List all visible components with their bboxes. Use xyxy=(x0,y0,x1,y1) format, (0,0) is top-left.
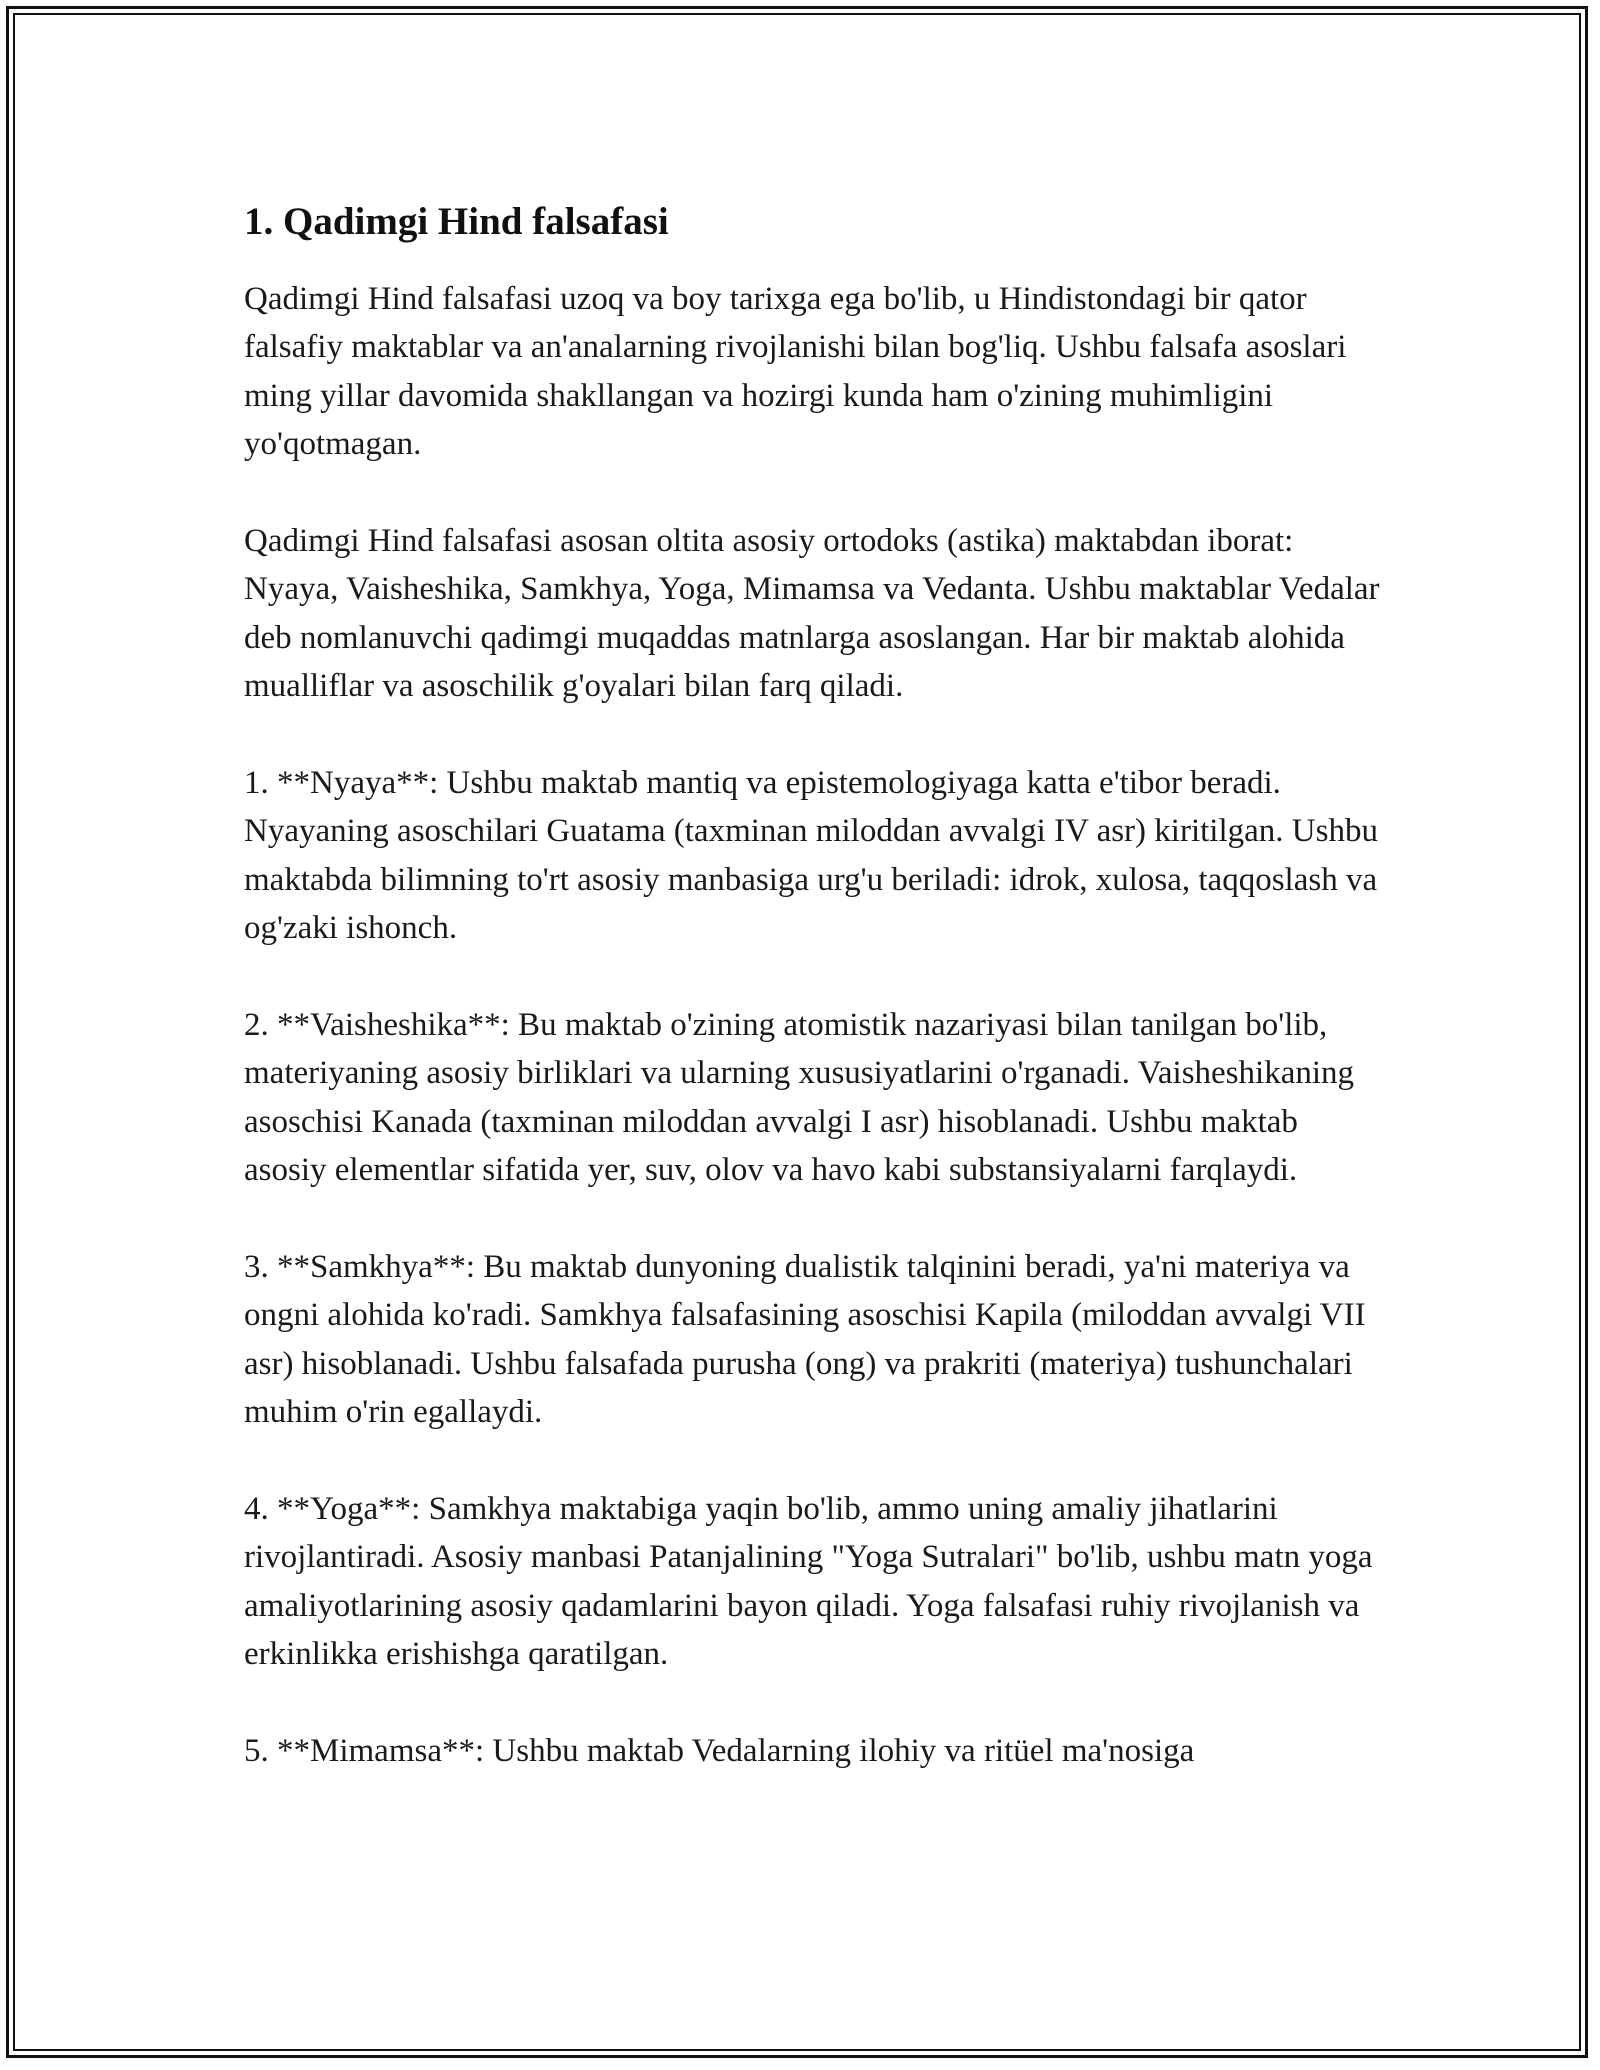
paragraph-nyaya: 1. **Nyaya**: Ushbu maktab mantiq va epistemologiyaga katta e'tibor beradi. Nyayaning asoschilari Guatama (taxminan miloddan avvalgi IV asr) kiritilgan. Ushbu maktabda bilimning to'rt asosiy manbasiga urg'u beriladi: idrok, xulosa, taqqoslash va og'zaki ishonch. xyxy=(244,765,1378,947)
section-heading: 1. Qadimgi Hind falsafasi xyxy=(244,200,669,243)
paragraph-samkhya: 3. **Samkhya**: Bu maktab dunyoning dualistik talqinini beradi, ya'ni materiya va ongni alohida ko'radi. Samkhya falsafasining asoschisi Kapila (miloddan avvalgi VII asr) hisoblanadi. Ushbu falsafada purusha (ong) va prakriti (materiya) tushunchalari muhim o'rin egallaydi. xyxy=(244,1249,1366,1431)
paragraph-vaisheshika: 2. **Vaisheshika**: Bu maktab o'zining atomistik nazariyasi bilan tanilgan bo'lib, materiyaning asosiy birliklari va ularning xususiyatlarini o'rganadi. Vaisheshikaning asoschisi Kanada (taxminan miloddan avvalgi I asr) hisoblanadi. Ushbu maktab asosiy elementlar sifatida yer, suv, olov va havo kabi substansiyalarni farqlaydi. xyxy=(244,1007,1355,1189)
paragraph-yoga: 4. **Yoga**: Samkhya maktabiga yaqin bo'lib, ammo uning amaliy jihatlarini rivojlantiradi. Asosiy manbasi Patanjalining "Yoga Sutralari" bo'lib, ushbu matn yoga amaliyotlarining asosiy qadamlarini bayon qiladi. Yoga falsafasi ruhiy rivojlanish va erkinlikka erishishga qaratilgan. xyxy=(244,1491,1373,1673)
paragraph-schools-overview: Qadimgi Hind falsafasi asosan oltita asosiy ortodoks (astika) maktabdan iborat: Nyaya, Vaisheshika, Samkhya, Yoga, Mimamsa va Vedanta. Ushbu maktablar Vedalar deb nomlanuvchi qadimgi muqaddas matnlarga asoslangan. Har bir maktab alohida mualliflar va asoschilik g'oyalari bilan farq qiladi. xyxy=(244,523,1380,705)
page-frame xyxy=(6,6,1588,2058)
paragraph-intro: Qadimgi Hind falsafasi uzoq va boy tarixga ega bo'lib, u Hindistondagi bir qator falsafiy maktablar va an'analarning rivojlanishi bilan bog'liq. Ushbu falsafa asoslari ming yillar davomida shakllangan va hozirgi kunda ham o'zining muhimligini yo'qotmagan. xyxy=(244,281,1347,463)
paragraph-mimamsa: 5. **Mimamsa**: Ushbu maktab Vedalarning ilohiy va ritüel ma'nosiga xyxy=(244,1733,1195,1770)
document-body xyxy=(244,193,1384,1776)
